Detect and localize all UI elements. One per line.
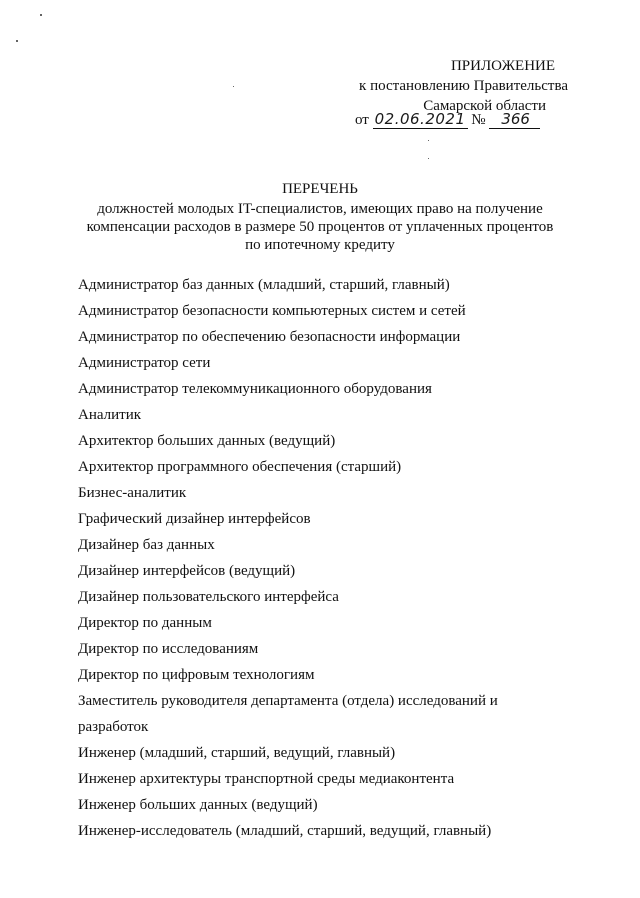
- list-item: Директор по цифровым технологиям: [78, 667, 315, 683]
- list-item: Инженер больших данных (ведущий): [78, 797, 318, 813]
- heading-line-3: по ипотечному кредиту: [245, 237, 395, 253]
- list-item: Директор по данным: [78, 615, 212, 631]
- document-heading: [60, 180, 580, 254]
- list-item: Директор по исследованиям: [78, 641, 259, 657]
- scan-speck: [428, 140, 429, 141]
- positions-list: [78, 276, 558, 848]
- list-item: Инженер (младший, старший, ведущий, главный): [78, 745, 396, 761]
- scan-speck: [233, 86, 234, 87]
- list-item: Администратор баз данных (младший, старший, главный): [78, 277, 450, 293]
- list-item: Администратор телекоммуникационного оборудования: [78, 381, 432, 397]
- scan-speck: [428, 158, 429, 159]
- list-item: Аналитик: [78, 407, 142, 423]
- list-item: Инженер-исследователь (младший, старший, ведущий, главный): [78, 823, 492, 839]
- list-item: Администратор по обеспечению безопасности информации: [78, 329, 461, 345]
- list-item: Заместитель руководителя департамента (отдела) исследований и: [78, 693, 498, 709]
- list-item: Дизайнер пользовательского интерфейса: [78, 589, 339, 605]
- heading-title: ПЕРЕЧЕНЬ: [282, 181, 358, 197]
- scan-speck: [16, 40, 18, 42]
- list-item: Бизнес-аналитик: [78, 485, 187, 501]
- list-item: Администратор сети: [78, 355, 211, 371]
- list-item: Архитектор больших данных (ведущий): [78, 433, 336, 449]
- list-item: разработок: [78, 719, 149, 735]
- list-item: Графический дизайнер интерфейсов: [78, 511, 311, 527]
- decree-line: [355, 110, 540, 129]
- scan-speck: [40, 14, 42, 16]
- list-item: Дизайнер интерфейсов (ведущий): [78, 563, 296, 579]
- decree-date: 02.06.2021: [374, 110, 466, 128]
- appendix-line-2: Самарской области: [423, 98, 546, 114]
- list-item: Инженер архитектуры транспортной среды медиаконтента: [78, 771, 455, 787]
- list-item: Дизайнер баз данных: [78, 537, 215, 553]
- list-item: Администратор безопасности компьютерных систем и сетей: [78, 303, 466, 319]
- date-prefix: от: [355, 112, 369, 128]
- decree-number: 366: [489, 110, 540, 129]
- appendix-header: [338, 56, 568, 116]
- heading-line-1: должностей молодых IT-специалистов, имеющих право на получение: [97, 201, 543, 217]
- appendix-line-1: к постановлению Правительства: [359, 78, 568, 94]
- number-prefix: №: [471, 112, 486, 128]
- appendix-title: ПРИЛОЖЕНИЕ: [450, 58, 556, 74]
- heading-line-2: компенсации расходов в размере 50 процентов от уплаченных процентов: [86, 219, 554, 235]
- list-item: Архитектор программного обеспечения (старший): [78, 459, 402, 475]
